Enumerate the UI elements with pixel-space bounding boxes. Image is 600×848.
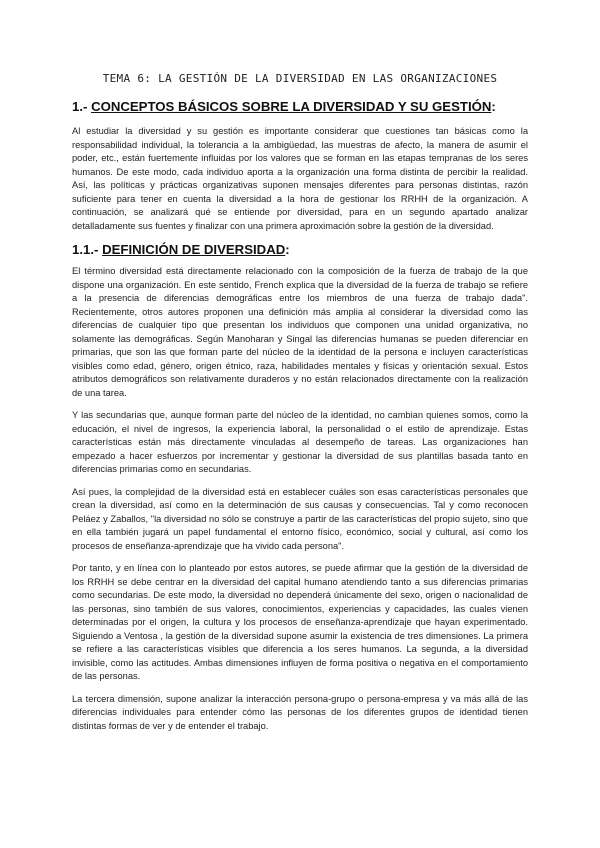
paragraph-tercera-dimension: La tercera dimensión, supone analizar la interacción persona-grupo o persona-empresa y va más allá de las diferencias individuales para entender cómo las personas de los diferentes grupos de identidad tienen distintas formas de ver y de entender el trabajo. — [72, 693, 528, 731]
paragraph-complejidad: Así pues, la complejidad de la diversidad está en establecer cuáles son esas características personales que crean la diversidad, así como en la determinación de sus causas y consecuencias. Tal y como reconocen Peláez y Zaballos, "la diversidad no sólo se construye a partir de las características del propio sujeto, sino que en ella también jugará un papel fundamental el entorno físico, económico, social y cultural, así como los procesos de enseñanza-aprendizaje que ha vivido cada persona". — [72, 486, 528, 551]
section-1-title: CONCEPTOS BÁSICOS SOBRE LA DIVERSIDAD Y SU GESTIÓN — [91, 99, 492, 114]
section-1-1-number: 1.1.- — [72, 242, 99, 257]
section-1-number: 1.- — [72, 99, 88, 114]
section-1-colon: : — [491, 99, 496, 114]
section-1-1-title: DEFINICIÓN DE DIVERSIDAD — [102, 242, 286, 257]
section-1-1-heading — [72, 242, 528, 257]
paragraph-secundarias: Y las secundarias que, aunque forman parte del núcleo de la identidad, no cambian quienes somos, como la educación, el nivel de ingresos, la experiencia laboral, la personalidad o el estilo de aprendizaje. Estas características están más directamente vinculadas al desempeño de tareas. Las organizaciones han empezado a hacer esfuerzos por incrementar y gestionar la diversidad de sus plantillas basada tanto en diferencias primarias como en secundarias. — [72, 410, 528, 474]
paragraph-gestion: Por tanto, y en línea con lo planteado por estos autores, se puede afirmar que la gestión de la diversidad de los RRHH se debe centrar en la diversidad del capital humano atendiendo tanto a sus diferencias primarias como secundarias. De este modo, la diversidad no dependerá únicamente del sexo, origen o nacionalidad de las personas, sino también de sus valores, conocimientos, experiencias y capacidades, las cuales vienen determinadas por el origen, la cultura y los procesos de enseñanza-aprendizaje que hayan experimentado. Siguiendo a Ventosa , la gestión de la diversidad supone asumir la existencia de tres dimensiones. La primera se refiere a las características visibles que diferencia a los seres humanos. La segunda, a la diversidad invisible, como las actitudes. Ambas dimensiones influyen de forma positiva o negativa en el comportamiento de las personas. — [72, 563, 528, 681]
section-1-paragraph: Al estudiar la diversidad y su gestión es importante considerar que cuestiones tan básicas como la responsabilidad individual, la tolerancia a la ambigüedad, las muestras de afecto, la manera de asumir el poder, etc., están fuertemente influidas por los valores que se forman en las etapas tempranas de los seres humanos. De este modo, cada individuo aporta a la organización una forma distinta de percibir la realidad. Así, las políticas y prácticas organizativas suponen mensajes diferentes para personas distintas, razón suficiente para tener en cuenta la diversidad a la hora de gestionar los RRHH de la organización. A continuación, se analizará qué se entiende por diversidad, para en un segundo apartado analizar detalladamente sus fuentes y finalizar con una primera aproximación sobre la gestión de la diversidad. — [72, 126, 528, 231]
document-title: TEMA 6: LA GESTIÓN DE LA DIVERSIDAD EN LAS ORGANIZACIONES — [102, 72, 498, 85]
paragraph-definicion: El término diversidad está directamente relacionado con la composición de la fuerza de trabajo de la que dispone una organización. En este sentido, French explica que la diversidad de la fuerza de trabajo se refiere a la presencia de diferencias demográficas entre los miembros de una fuerza de trabajo dada". Recientemente, otros autores proponen una definición más amplia al considerar la diversidad como las diferencias de cualquier tipo que presentan los individuos que componen una unidad organizativa, no solamente las demográficas. Según Manoharan y Singal las diferencias humanas se pueden diferenciar en primarias, que son las que forman parte del núcleo de la identidad de la persona e incluyen características visibles como edad, género, origen étnico, raza, habilidades mentales y físicas y orientación sexual. Estos atributos demográficos son relativamente duraderos y no están relacionados directamente con la realización de una tarea. — [72, 266, 528, 398]
section-1-heading — [72, 99, 528, 114]
section-1-1-colon: : — [285, 242, 290, 257]
